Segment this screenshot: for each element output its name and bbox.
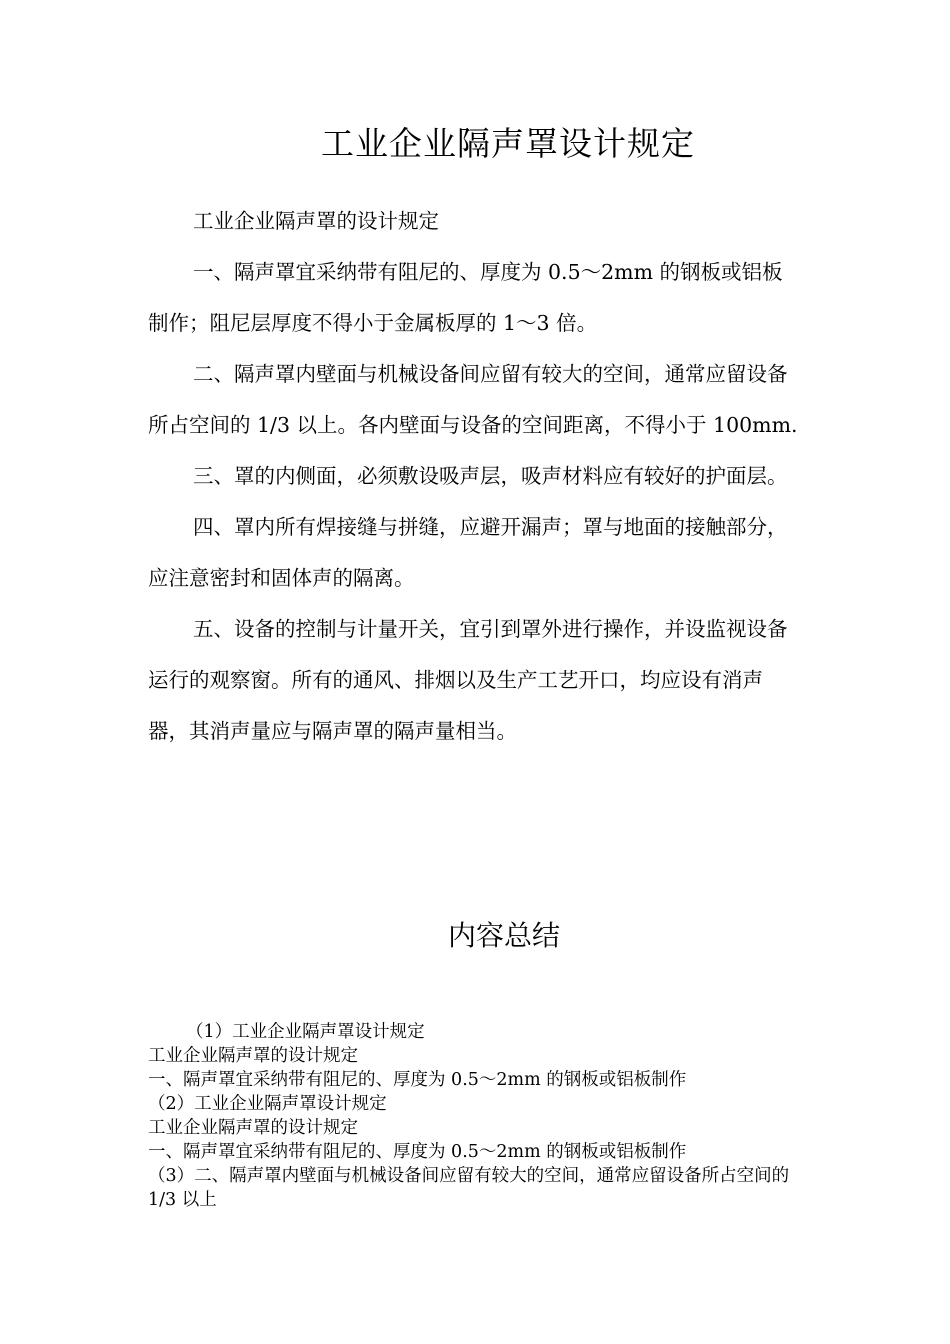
body-paragraph-item-5: 五、设备的控制与计量开关，宜引到罩外进行操作，并设监视设备运行的观察窗。所有的通风、排烟以及生产工艺开口，均应设有消声器，其消声量应与隔声罩的隔声量相当。 bbox=[148, 617, 788, 743]
document-body bbox=[148, 196, 798, 757]
summary-title: 内容总结 bbox=[447, 919, 560, 952]
body-paragraph-item-2: 二、隔声罩内壁面与机械设备间应留有较大的空间，通常应留设备所占空间的 1/3 以上。各内壁面与设备的空间距离，不得小于 100mm. bbox=[148, 362, 798, 437]
summary-line: （1）工业企业隔声罩设计规定 bbox=[186, 1022, 425, 1042]
summary-line: （2）工业企业隔声罩设计规定 bbox=[148, 1094, 387, 1114]
body-paragraph-item-1: 一、隔声罩宜采纳带有阻尼的、厚度为 0.5～2mm 的钢板或铝板制作；阻尼层厚度不得小于金属板厚的 1～3 倍。 bbox=[148, 260, 783, 335]
summary-line: 工业企业隔声罩的设计规定 bbox=[148, 1046, 358, 1066]
summary-line: 一、隔声罩宜采纳带有阻尼的、厚度为 0.5～2mm 的钢板或铝板制作 bbox=[148, 1142, 687, 1162]
body-paragraph-item-4: 四、罩内所有焊接缝与拼缝，应避开漏声；罩与地面的接触部分，应注意密封和固体声的隔离。 bbox=[148, 515, 788, 590]
summary-line: 一、隔声罩宜采纳带有阻尼的、厚度为 0.5～2mm 的钢板或铝板制作 bbox=[148, 1070, 687, 1090]
summary-line: 工业企业隔声罩的设计规定 bbox=[148, 1118, 358, 1138]
summary-line: （3）二、隔声罩内壁面与机械设备间应留有较大的空间，通常应留设备所占空间的 1/3 以上 bbox=[148, 1166, 790, 1210]
body-paragraph-item-3: 三、罩的内侧面，必须敷设吸声层，吸声材料应有较好的护面层。 bbox=[193, 464, 788, 488]
summary-list bbox=[148, 1020, 804, 1212]
body-paragraph-subtitle: 工业企业隔声罩的设计规定 bbox=[193, 209, 439, 233]
document-title: 工业企业隔声罩设计规定 bbox=[321, 124, 695, 163]
